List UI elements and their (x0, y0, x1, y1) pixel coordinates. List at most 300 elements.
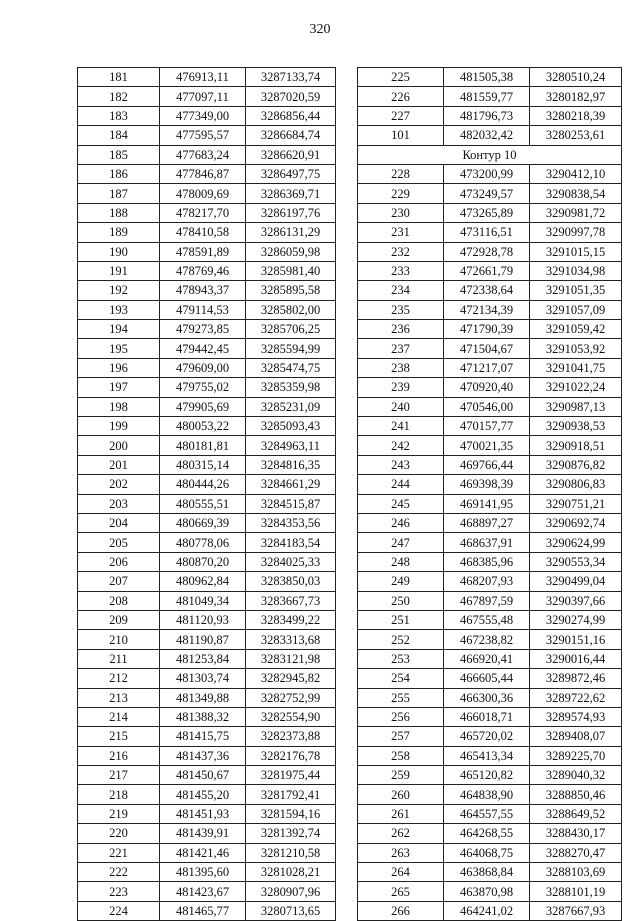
y-coordinate-cell: 3280218,39 (530, 106, 622, 125)
table-row (358, 261, 622, 280)
x-coordinate-cell: 466605,44 (444, 669, 530, 688)
point-number-cell: 221 (78, 843, 160, 862)
x-coordinate-cell: 480181,81 (160, 436, 246, 455)
x-coordinate-cell: 479905,69 (160, 397, 246, 416)
y-coordinate-cell: 3289872,46 (530, 669, 622, 688)
table-row (78, 610, 336, 629)
table-row (358, 300, 622, 319)
point-number-cell: 202 (78, 475, 160, 494)
table-row (358, 882, 622, 901)
y-coordinate-cell: 3287020,59 (246, 87, 336, 106)
x-coordinate-cell: 464557,55 (444, 804, 530, 823)
y-coordinate-cell: 3282752,99 (246, 688, 336, 707)
point-number-cell: 192 (78, 281, 160, 300)
y-coordinate-cell: 3286059,98 (246, 242, 336, 261)
x-coordinate-cell: 478410,58 (160, 223, 246, 242)
point-number-cell: 233 (358, 261, 444, 280)
table-row (78, 378, 336, 397)
x-coordinate-cell: 467897,59 (444, 591, 530, 610)
table-row (358, 378, 622, 397)
point-number-cell: 243 (358, 455, 444, 474)
x-coordinate-cell: 480555,51 (160, 494, 246, 513)
x-coordinate-cell: 481388,32 (160, 707, 246, 726)
x-coordinate-cell: 480053,22 (160, 417, 246, 436)
table-row (78, 552, 336, 571)
point-number-cell: 241 (358, 417, 444, 436)
x-coordinate-cell: 482032,42 (444, 126, 530, 145)
point-number-cell: 261 (358, 804, 444, 823)
point-number-cell: 216 (78, 746, 160, 765)
point-number-cell: 223 (78, 882, 160, 901)
point-number-cell: 249 (358, 572, 444, 591)
contour-title: Контур 10 (358, 145, 622, 164)
table-row (78, 223, 336, 242)
y-coordinate-cell: 3285359,98 (246, 378, 336, 397)
point-number-cell: 198 (78, 397, 160, 416)
table-row (358, 68, 622, 87)
y-coordinate-cell: 3290997,78 (530, 223, 622, 242)
table-row (358, 436, 622, 455)
table-row (358, 688, 622, 707)
x-coordinate-cell: 478943,37 (160, 281, 246, 300)
x-coordinate-cell: 478591,89 (160, 242, 246, 261)
x-coordinate-cell: 481303,74 (160, 669, 246, 688)
y-coordinate-cell: 3285802,00 (246, 300, 336, 319)
table-row (78, 320, 336, 339)
x-coordinate-cell: 470546,00 (444, 397, 530, 416)
point-number-cell: 183 (78, 106, 160, 125)
table-row (78, 358, 336, 377)
point-number-cell: 222 (78, 863, 160, 882)
table-row (358, 87, 622, 106)
y-coordinate-cell: 3285981,40 (246, 261, 336, 280)
x-coordinate-cell: 480669,39 (160, 513, 246, 532)
x-coordinate-cell: 465720,02 (444, 727, 530, 746)
x-coordinate-cell: 479755,02 (160, 378, 246, 397)
point-number-cell: 200 (78, 436, 160, 455)
y-coordinate-cell: 3286197,76 (246, 203, 336, 222)
x-coordinate-cell: 468207,93 (444, 572, 530, 591)
y-coordinate-cell: 3283499,22 (246, 610, 336, 629)
y-coordinate-cell: 3280182,97 (530, 87, 622, 106)
x-coordinate-cell: 464268,55 (444, 824, 530, 843)
x-coordinate-cell: 466018,71 (444, 707, 530, 726)
x-coordinate-cell: 479273,85 (160, 320, 246, 339)
table-row (358, 669, 622, 688)
point-number-cell: 220 (78, 824, 160, 843)
y-coordinate-cell: 3285093,43 (246, 417, 336, 436)
table-row (78, 494, 336, 513)
point-number-cell: 191 (78, 261, 160, 280)
x-coordinate-cell: 473200,99 (444, 164, 530, 183)
point-number-cell: 224 (78, 901, 160, 920)
y-coordinate-cell: 3287667,93 (530, 901, 622, 920)
table-row (358, 630, 622, 649)
y-coordinate-cell: 3284515,87 (246, 494, 336, 513)
point-number-cell: 247 (358, 533, 444, 552)
table-row (78, 436, 336, 455)
y-coordinate-cell: 3282176,78 (246, 746, 336, 765)
y-coordinate-cell: 3284183,54 (246, 533, 336, 552)
table-row (78, 397, 336, 416)
point-number-cell: 182 (78, 87, 160, 106)
point-number-cell: 258 (358, 746, 444, 765)
x-coordinate-cell: 469766,44 (444, 455, 530, 474)
y-coordinate-cell: 3289722,62 (530, 688, 622, 707)
point-number-cell: 266 (358, 901, 444, 920)
table-row (358, 494, 622, 513)
x-coordinate-cell: 478769,46 (160, 261, 246, 280)
point-number-cell: 244 (358, 475, 444, 494)
table-row (358, 843, 622, 862)
point-number-cell: 234 (358, 281, 444, 300)
table-row (78, 843, 336, 862)
x-coordinate-cell: 467555,48 (444, 610, 530, 629)
table-row (358, 475, 622, 494)
x-coordinate-cell: 480962,84 (160, 572, 246, 591)
table-row (78, 203, 336, 222)
x-coordinate-cell: 481455,20 (160, 785, 246, 804)
x-coordinate-cell: 478009,69 (160, 184, 246, 203)
point-number-cell: 218 (78, 785, 160, 804)
x-coordinate-cell: 481505,38 (444, 68, 530, 87)
x-coordinate-cell: 467238,82 (444, 630, 530, 649)
x-coordinate-cell: 481395,60 (160, 863, 246, 882)
y-coordinate-cell: 3280907,96 (246, 882, 336, 901)
point-number-cell: 225 (358, 68, 444, 87)
point-number-cell: 240 (358, 397, 444, 416)
y-coordinate-cell: 3291041,75 (530, 358, 622, 377)
y-coordinate-cell: 3286369,71 (246, 184, 336, 203)
y-coordinate-cell: 3289408,07 (530, 727, 622, 746)
y-coordinate-cell: 3281210,58 (246, 843, 336, 862)
point-number-cell: 227 (358, 106, 444, 125)
point-number-cell: 214 (78, 707, 160, 726)
point-number-cell: 193 (78, 300, 160, 319)
table-row (78, 766, 336, 785)
y-coordinate-cell: 3283313,68 (246, 630, 336, 649)
table-row (78, 184, 336, 203)
point-number-cell: 194 (78, 320, 160, 339)
y-coordinate-cell: 3284963,11 (246, 436, 336, 455)
x-coordinate-cell: 473116,51 (444, 223, 530, 242)
x-coordinate-cell: 471790,39 (444, 320, 530, 339)
table-row (78, 863, 336, 882)
point-number-cell: 184 (78, 126, 160, 145)
table-row (358, 785, 622, 804)
table-row (78, 669, 336, 688)
y-coordinate-cell: 3285706,25 (246, 320, 336, 339)
y-coordinate-cell: 3290987,13 (530, 397, 622, 416)
y-coordinate-cell: 3281028,21 (246, 863, 336, 882)
table-row (358, 804, 622, 823)
table-row (78, 707, 336, 726)
y-coordinate-cell: 3290499,04 (530, 572, 622, 591)
y-coordinate-cell: 3286497,75 (246, 164, 336, 183)
point-number-cell: 203 (78, 494, 160, 513)
y-coordinate-cell: 3286620,91 (246, 145, 336, 164)
x-coordinate-cell: 478217,70 (160, 203, 246, 222)
point-number-cell: 205 (78, 533, 160, 552)
y-coordinate-cell: 3286856,44 (246, 106, 336, 125)
point-number-cell: 239 (358, 378, 444, 397)
x-coordinate-cell: 479609,00 (160, 358, 246, 377)
x-coordinate-cell: 471504,67 (444, 339, 530, 358)
x-coordinate-cell: 476913,11 (160, 68, 246, 87)
table-row (78, 533, 336, 552)
table-row (358, 610, 622, 629)
point-number-cell: 250 (358, 591, 444, 610)
x-coordinate-cell: 481450,67 (160, 766, 246, 785)
point-number-cell: 256 (358, 707, 444, 726)
table-row (78, 300, 336, 319)
x-coordinate-cell: 480315,14 (160, 455, 246, 474)
x-coordinate-cell: 466300,36 (444, 688, 530, 707)
x-coordinate-cell: 481439,91 (160, 824, 246, 843)
table-row (78, 804, 336, 823)
table-row (358, 242, 622, 261)
point-number-cell: 257 (358, 727, 444, 746)
point-number-cell: 212 (78, 669, 160, 688)
x-coordinate-cell: 481049,34 (160, 591, 246, 610)
point-number-cell: 185 (78, 145, 160, 164)
table-row (358, 397, 622, 416)
y-coordinate-cell: 3290751,21 (530, 494, 622, 513)
y-coordinate-cell: 3287133,74 (246, 68, 336, 87)
y-coordinate-cell: 3280713,65 (246, 901, 336, 920)
table-row (78, 106, 336, 125)
table-row (358, 863, 622, 882)
table-row (358, 106, 622, 125)
y-coordinate-cell: 3288103,69 (530, 863, 622, 882)
y-coordinate-cell: 3286684,74 (246, 126, 336, 145)
point-number-cell: 210 (78, 630, 160, 649)
table-row (78, 572, 336, 591)
coordinates-table-left (77, 67, 336, 921)
table-row (358, 126, 622, 145)
point-number-cell: 254 (358, 669, 444, 688)
y-coordinate-cell: 3291051,35 (530, 281, 622, 300)
table-row (78, 649, 336, 668)
table-row (78, 882, 336, 901)
x-coordinate-cell: 463870,98 (444, 882, 530, 901)
point-number-cell: 238 (358, 358, 444, 377)
y-coordinate-cell: 3290151,16 (530, 630, 622, 649)
point-number-cell: 215 (78, 727, 160, 746)
point-number-cell: 195 (78, 339, 160, 358)
table-row (78, 87, 336, 106)
y-coordinate-cell: 3281392,74 (246, 824, 336, 843)
point-number-cell: 230 (358, 203, 444, 222)
y-coordinate-cell: 3282945,82 (246, 669, 336, 688)
point-number-cell: 208 (78, 591, 160, 610)
point-number-cell: 237 (358, 339, 444, 358)
point-number-cell: 101 (358, 126, 444, 145)
table-row (358, 223, 622, 242)
point-number-cell: 197 (78, 378, 160, 397)
y-coordinate-cell: 3285895,58 (246, 281, 336, 300)
table-row (78, 727, 336, 746)
table-row (358, 649, 622, 668)
table-row (78, 824, 336, 843)
table-row (78, 164, 336, 183)
y-coordinate-cell: 3283121,98 (246, 649, 336, 668)
table-row (358, 203, 622, 222)
point-number-cell: 188 (78, 203, 160, 222)
point-number-cell: 251 (358, 610, 444, 629)
y-coordinate-cell: 3288649,52 (530, 804, 622, 823)
table-row (358, 339, 622, 358)
y-coordinate-cell: 3288101,19 (530, 882, 622, 901)
x-coordinate-cell: 477846,87 (160, 164, 246, 183)
table-row (358, 455, 622, 474)
y-coordinate-cell: 3289574,93 (530, 707, 622, 726)
table-row (358, 533, 622, 552)
x-coordinate-cell: 470021,35 (444, 436, 530, 455)
point-number-cell: 262 (358, 824, 444, 843)
x-coordinate-cell: 480870,20 (160, 552, 246, 571)
table-row (358, 184, 622, 203)
x-coordinate-cell: 469398,39 (444, 475, 530, 494)
point-number-cell: 217 (78, 766, 160, 785)
x-coordinate-cell: 481796,73 (444, 106, 530, 125)
x-coordinate-cell: 473265,89 (444, 203, 530, 222)
point-number-cell: 255 (358, 688, 444, 707)
x-coordinate-cell: 479114,53 (160, 300, 246, 319)
table-row (358, 358, 622, 377)
page-number: 320 (309, 22, 331, 37)
x-coordinate-cell: 464838,90 (444, 785, 530, 804)
point-number-cell: 263 (358, 843, 444, 862)
x-coordinate-cell: 481415,75 (160, 727, 246, 746)
point-number-cell: 186 (78, 164, 160, 183)
y-coordinate-cell: 3281792,41 (246, 785, 336, 804)
x-coordinate-cell: 468897,27 (444, 513, 530, 532)
point-number-cell: 201 (78, 455, 160, 474)
x-coordinate-cell: 481190,87 (160, 630, 246, 649)
y-coordinate-cell: 3284025,33 (246, 552, 336, 571)
x-coordinate-cell: 481421,46 (160, 843, 246, 862)
y-coordinate-cell: 3291057,09 (530, 300, 622, 319)
table-row (358, 552, 622, 571)
y-coordinate-cell: 3284353,56 (246, 513, 336, 532)
point-number-cell: 190 (78, 242, 160, 261)
x-coordinate-cell: 464068,75 (444, 843, 530, 862)
y-coordinate-cell: 3290806,83 (530, 475, 622, 494)
point-number-cell: 228 (358, 164, 444, 183)
x-coordinate-cell: 472928,78 (444, 242, 530, 261)
y-coordinate-cell: 3290412,10 (530, 164, 622, 183)
point-number-cell: 181 (78, 68, 160, 87)
point-number-cell: 204 (78, 513, 160, 532)
point-number-cell: 229 (358, 184, 444, 203)
table-row (358, 707, 622, 726)
y-coordinate-cell: 3290838,54 (530, 184, 622, 203)
table-row (358, 901, 622, 920)
x-coordinate-cell: 477683,24 (160, 145, 246, 164)
point-number-cell: 246 (358, 513, 444, 532)
y-coordinate-cell: 3290981,72 (530, 203, 622, 222)
x-coordinate-cell: 466920,41 (444, 649, 530, 668)
x-coordinate-cell: 479442,45 (160, 339, 246, 358)
point-number-cell: 252 (358, 630, 444, 649)
point-number-cell: 219 (78, 804, 160, 823)
y-coordinate-cell: 3290624,99 (530, 533, 622, 552)
table-row (78, 126, 336, 145)
y-coordinate-cell: 3291015,15 (530, 242, 622, 261)
table-row (78, 145, 336, 164)
y-coordinate-cell: 3289040,32 (530, 766, 622, 785)
point-number-cell: 211 (78, 649, 160, 668)
y-coordinate-cell: 3282554,90 (246, 707, 336, 726)
x-coordinate-cell: 465413,34 (444, 746, 530, 765)
point-number-cell: 235 (358, 300, 444, 319)
y-coordinate-cell: 3291053,92 (530, 339, 622, 358)
x-coordinate-cell: 464241,02 (444, 901, 530, 920)
point-number-cell: 259 (358, 766, 444, 785)
y-coordinate-cell: 3290016,44 (530, 649, 622, 668)
table-row (78, 68, 336, 87)
table-row (78, 901, 336, 920)
x-coordinate-cell: 481559,77 (444, 87, 530, 106)
table-row (78, 281, 336, 300)
table-row (358, 591, 622, 610)
x-coordinate-cell: 481465,77 (160, 901, 246, 920)
table-row (358, 824, 622, 843)
point-number-cell: 236 (358, 320, 444, 339)
x-coordinate-cell: 472338,64 (444, 281, 530, 300)
x-coordinate-cell: 473249,57 (444, 184, 530, 203)
table-row (358, 320, 622, 339)
x-coordinate-cell: 465120,82 (444, 766, 530, 785)
table-row (78, 513, 336, 532)
y-coordinate-cell: 3291059,42 (530, 320, 622, 339)
point-number-cell: 232 (358, 242, 444, 261)
x-coordinate-cell: 472661,79 (444, 261, 530, 280)
y-coordinate-cell: 3280253,61 (530, 126, 622, 145)
point-number-cell: 187 (78, 184, 160, 203)
x-coordinate-cell: 477097,11 (160, 87, 246, 106)
x-coordinate-cell: 468637,91 (444, 533, 530, 552)
point-number-cell: 207 (78, 572, 160, 591)
y-coordinate-cell: 3290692,74 (530, 513, 622, 532)
point-number-cell: 245 (358, 494, 444, 513)
table-row (78, 785, 336, 804)
point-number-cell: 253 (358, 649, 444, 668)
x-coordinate-cell: 480444,26 (160, 475, 246, 494)
y-coordinate-cell: 3283667,73 (246, 591, 336, 610)
table-row (78, 261, 336, 280)
table-row (78, 591, 336, 610)
y-coordinate-cell: 3285594,99 (246, 339, 336, 358)
y-coordinate-cell: 3285231,09 (246, 397, 336, 416)
table-row (358, 513, 622, 532)
table-row (78, 688, 336, 707)
y-coordinate-cell: 3281594,16 (246, 804, 336, 823)
y-coordinate-cell: 3291022,24 (530, 378, 622, 397)
y-coordinate-cell: 3288430,17 (530, 824, 622, 843)
point-number-cell: 265 (358, 882, 444, 901)
x-coordinate-cell: 481349,88 (160, 688, 246, 707)
x-coordinate-cell: 469141,95 (444, 494, 530, 513)
y-coordinate-cell: 3284816,35 (246, 455, 336, 474)
y-coordinate-cell: 3282373,88 (246, 727, 336, 746)
y-coordinate-cell: 3289225,70 (530, 746, 622, 765)
y-coordinate-cell: 3288850,46 (530, 785, 622, 804)
point-number-cell: 260 (358, 785, 444, 804)
point-number-cell: 209 (78, 610, 160, 629)
y-coordinate-cell: 3284661,29 (246, 475, 336, 494)
